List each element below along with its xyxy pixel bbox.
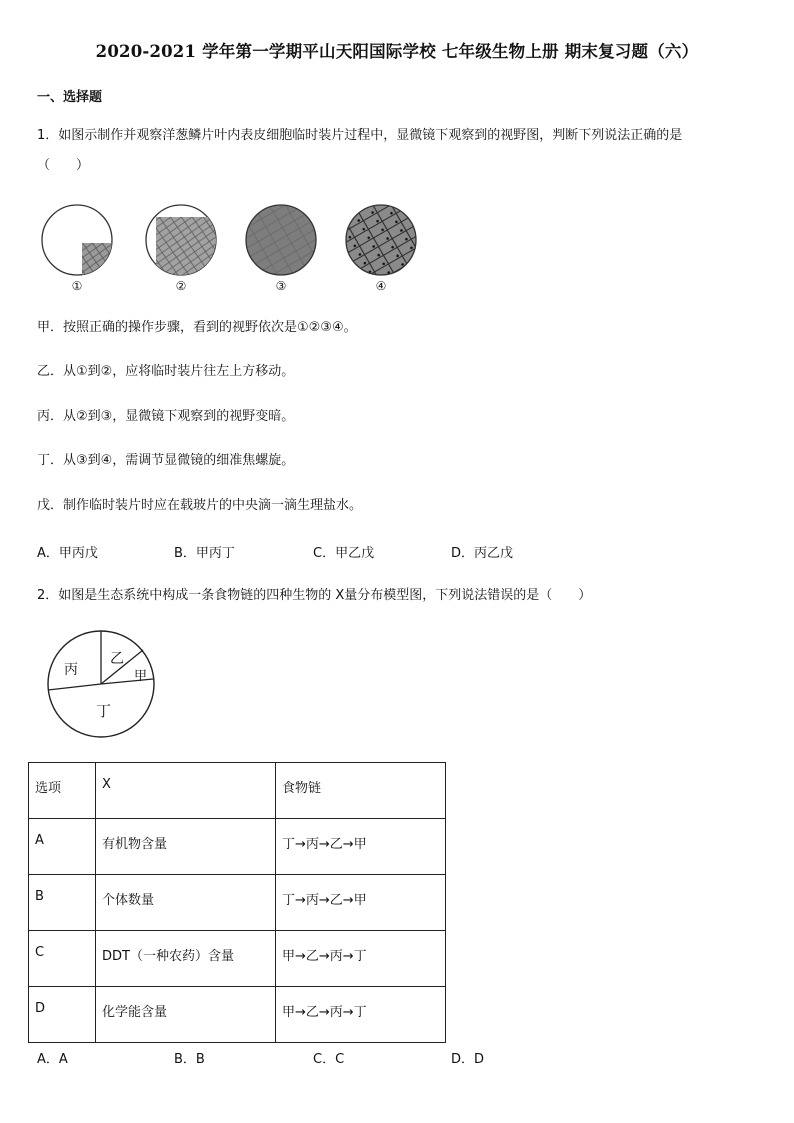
table-cell: B: [29, 875, 96, 931]
view-1-image: [40, 203, 114, 277]
table-cell: 甲→乙→丙→丁: [276, 987, 446, 1043]
table-row: [29, 875, 446, 931]
q2-pie-figure: [46, 628, 158, 738]
q1-statement-wu: 戊．制作临时装片时应在载玻片的中央滴一滴生理盐水。: [37, 498, 363, 513]
q1-microscope-figure: [40, 203, 430, 298]
q2-options-table: [28, 762, 446, 1043]
pie-label-ding: 丁: [96, 702, 112, 720]
table-cell: 甲→乙→丙→丁: [276, 931, 446, 987]
pie-label-bing: 丙: [64, 662, 78, 678]
q1-statement-bing: 丙．从②到③，显微镜下观察到的视野变暗。: [37, 409, 295, 424]
section-heading: 一、选择题: [37, 90, 103, 105]
table-cell: 个体数量: [96, 875, 276, 931]
table-row: [29, 987, 446, 1043]
q1-statement-ding: 丁．从③到④，需调节显微镜的细准焦螺旋。: [37, 453, 295, 468]
table-row: [29, 819, 446, 875]
table-cell: 化学能含量: [96, 987, 276, 1043]
table-header-cell: X: [96, 763, 276, 819]
q1-option-b[interactable]: B．甲丙丁: [174, 546, 235, 561]
table-cell: DDT（一种农药）含量: [96, 931, 276, 987]
q1-option-c[interactable]: C．甲乙戊: [313, 546, 375, 561]
view-circle-4: [344, 203, 418, 293]
q1-statement-yi: 乙．从①到②，应将临时装片往左上方移动。: [37, 364, 295, 379]
q2-option-c[interactable]: C．C: [313, 1052, 345, 1067]
view-circle-1: [40, 203, 114, 293]
q1-option-d[interactable]: D．丙乙戊: [451, 546, 514, 561]
view-circle-2: [144, 203, 218, 293]
table-row: [29, 931, 446, 987]
view-4-image: [344, 203, 418, 277]
view-3-image: [244, 203, 318, 277]
table-cell: C: [29, 931, 96, 987]
view-label-4: ④: [375, 279, 387, 293]
view-label-2: ②: [175, 279, 187, 293]
table-cell: D: [29, 987, 96, 1043]
q1-option-a[interactable]: A．甲丙戊: [37, 546, 98, 561]
pie-label-jia: 甲: [134, 669, 148, 684]
table-cell: 丁→丙→乙→甲: [276, 875, 446, 931]
table-header-cell: 食物链: [276, 763, 446, 819]
q2-stem: 2．如图是生态系统中构成一条食物链的四种生物的 X量分布模型图，下列说法错误的是（ ）: [37, 588, 592, 603]
q2-option-a[interactable]: A．A: [37, 1052, 68, 1067]
q1-statement-jia: 甲．按照正确的操作步骤，看到的视野依次是①②③④。: [37, 320, 357, 335]
pie-label-yi: 乙: [110, 651, 124, 667]
table-cell: 丁→丙→乙→甲: [276, 819, 446, 875]
page-title: 2020-2021 学年第一学期平山天阳国际学校 七年级生物上册 期末复习题（六）: [95, 42, 699, 61]
q1-stem-line1: 1．如图示制作并观察洋葱鳞片叶内表皮细胞临时装片过程中，显微镜下观察到的视野图，判断下列说法正确的是: [37, 128, 683, 143]
view-circle-3: [244, 203, 318, 293]
q2-option-d[interactable]: D．D: [451, 1052, 485, 1067]
q1-stem-line2: （ ）: [37, 158, 90, 173]
table-header-cell: 选项: [29, 763, 96, 819]
view-label-3: ③: [275, 279, 287, 293]
table-header-row: [29, 763, 446, 819]
view-label-1: ①: [71, 279, 83, 293]
table-cell: 有机物含量: [96, 819, 276, 875]
table-cell: A: [29, 819, 96, 875]
view-2-image: [144, 203, 218, 277]
q2-option-b[interactable]: B．B: [174, 1052, 205, 1067]
